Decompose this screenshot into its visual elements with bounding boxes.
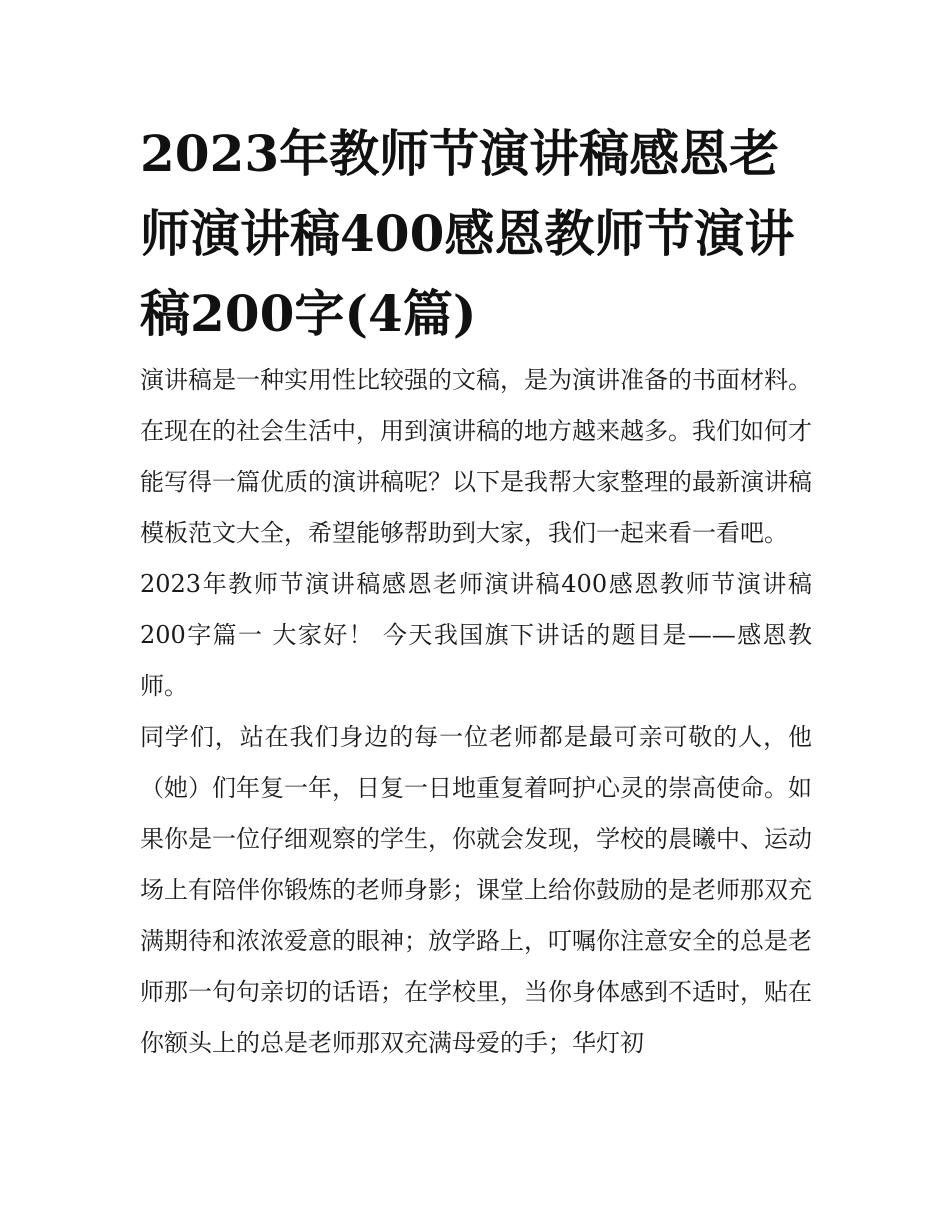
paragraph-speech-body: 同学们，站在我们身边的每一位老师都是最可亲可敬的人，他（她）们年复一年，日复一日地重复着呵护心灵的崇高使命。如果你是一位仔细观察的学生，你就会发现，学校的晨曦中、运动场上有陪伴你锻炼的老师身影；课堂上给你鼓励的是老师那双充满期待和浓浓爱意的眼神；放学路上，叮嘱你注意安全的总是老师那一句句亲切的话语；在学校里，当你身体感到不适时，贴在你额头上的总是老师那双充满母爱的手；华灯初	[140, 723, 812, 1057]
document-body	[140, 355, 812, 1069]
paragraph-speech-heading: 2023年教师节演讲稿感恩老师演讲稿400感恩教师节演讲稿200字篇一 大家好！ 今天我国旗下讲话的题目是——感恩教师。	[140, 570, 812, 700]
paragraph-intro: 演讲稿是一种实用性比较强的文稿，是为演讲准备的书面材料。在现在的社会生活中，用到演讲稿的地方越来越多。我们如何才能写得一篇优质的演讲稿呢？以下是我帮大家整理的最新演讲稿模板范文大全，希望能够帮助到大家，我们一起来看一看吧。	[140, 366, 812, 547]
document-title: 2023年教师节演讲稿感恩老师演讲稿400感恩教师节演讲稿200字(4篇)	[140, 124, 795, 343]
